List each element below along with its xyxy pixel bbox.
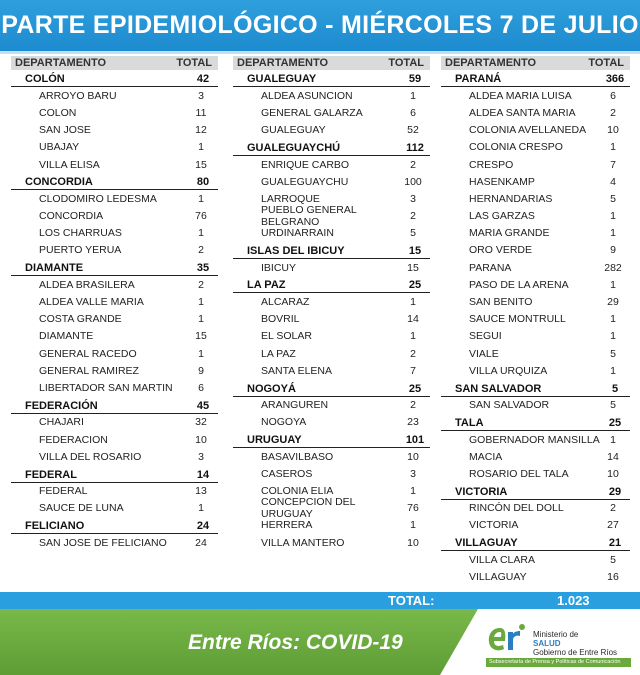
locality-value: 76 [195,210,207,223]
department-row [11,173,218,190]
locality-name: ROSARIO DEL TALA [469,467,569,480]
column-header-departamento: DEPARTAMENTO [237,57,329,69]
locality-row [11,345,218,362]
locality-value: 15 [195,330,207,343]
locality-value: 1 [610,227,616,240]
locality-row [11,87,218,104]
locality-row [11,500,218,517]
locality-row [11,156,218,173]
locality-row [233,534,430,551]
locality-name: SAN SALVADOR [469,399,550,412]
locality-name: VILLA ELISA [39,158,100,171]
locality-row [441,173,630,190]
department-name: FEDERACIÓN [25,399,98,412]
locality-value: 6 [198,381,204,394]
column-header-total: TOTAL [588,57,624,69]
locality-row [441,242,630,259]
department-name: VILLAGUAY [455,537,518,550]
locality-row [441,87,630,104]
locality-name: ENRIQUE CARBO [261,158,350,171]
locality-name: SAN JOSE [39,124,91,137]
department-row [11,259,218,276]
department-total: 42 [196,73,210,86]
department-name: DIAMANTE [25,262,84,275]
locality-value: 52 [407,124,419,137]
locality-name: ALDEA MARIA LUISA [469,89,572,102]
locality-value: 23 [407,416,419,429]
locality-name: HERRERA [261,519,313,532]
footer-tagline: Entre Ríos: COVID-19 [188,631,403,654]
locality-row [11,122,218,139]
department-row [11,70,218,87]
locality-value: 1 [410,485,416,498]
locality-name: SEGUI [469,330,502,343]
locality-name: UBAJAY [39,141,80,154]
locality-name: COSTA GRANDE [39,313,122,326]
department-total: 25 [608,416,622,429]
locality-row [11,379,218,396]
locality-name: ALDEA VALLE MARIA [39,296,144,309]
column-header-row [441,56,630,70]
locality-row [441,568,630,585]
locality-row [441,276,630,293]
locality-row [11,104,218,121]
locality-row [441,139,630,156]
department-row [233,431,430,448]
locality-value: 1 [610,141,616,154]
locality-row [441,190,630,207]
grand-total-value: 1.023 [557,593,590,608]
locality-name: LOS CHARRUAS [39,227,122,240]
locality-row [441,465,630,482]
locality-name: CASEROS [261,467,313,480]
locality-row [441,448,630,465]
locality-value: 1 [198,192,204,205]
locality-name: VILLAGUAY [469,571,527,584]
column-header-row [233,56,430,70]
locality-value: 1 [610,433,616,446]
grand-total-bar [0,592,640,609]
column-1 [11,56,218,551]
locality-row [233,104,430,121]
locality-name: MARIA GRANDE [469,227,550,240]
locality-name: CHAJARI [39,416,84,429]
locality-name: ARROYO BARU [39,89,117,102]
column-2 [233,56,430,551]
locality-name: CLODOMIRO LEDESMA [39,192,157,205]
department-name: COLÓN [25,73,65,86]
department-name: PARANÁ [455,73,502,86]
locality-row [11,208,218,225]
locality-value: 3 [198,450,204,463]
locality-value: 2 [610,502,616,515]
locality-name: LIBERTADOR SAN MARTIN [39,381,173,394]
locality-value: 11 [195,106,207,119]
locality-row [233,87,430,104]
department-row [233,139,430,156]
department-row [233,70,430,87]
column-3 [441,56,630,586]
locality-name: CONCORDIA [39,210,104,223]
locality-name: GENERAL RACEDO [39,347,137,360]
locality-name: ARANGUREN [261,399,329,412]
column-header-total: TOTAL [388,57,424,69]
locality-name: CRESPO [469,158,514,171]
department-name: SAN SALVADOR [455,382,542,395]
department-row [233,276,430,293]
locality-name: COLONIA ELIA [261,485,334,498]
locality-row [441,551,630,568]
locality-value: 27 [607,519,619,532]
locality-name: SAUCE MONTRULL [469,313,566,326]
department-name: ISLAS DEL IBICUY [247,245,345,258]
locality-value: 3 [198,89,204,102]
locality-value: 2 [410,158,416,171]
er-logo-icon [486,622,526,654]
locality-name: PARANA [469,261,512,274]
locality-row [233,293,430,310]
locality-name: HASENKAMP [469,175,535,188]
locality-value: 1 [610,313,616,326]
department-row [233,242,430,259]
locality-value: 14 [407,313,419,326]
locality-name: GENERAL RAMIREZ [39,364,139,377]
department-total: 59 [408,73,422,86]
locality-value: 14 [607,450,619,463]
locality-value: 1 [410,330,416,343]
locality-value: 100 [404,175,422,188]
locality-name: NOGOYA [261,416,307,429]
locality-value: 1 [198,313,204,326]
locality-value: 5 [610,399,616,412]
locality-name: SAN BENITO [469,296,533,309]
locality-name: GUALEGUAY [261,124,326,137]
locality-value: 2 [410,210,416,223]
locality-name: LAS GARZAS [469,210,535,223]
locality-row [233,465,430,482]
locality-value: 2 [410,347,416,360]
locality-value: 2 [198,278,204,291]
locality-row [441,259,630,276]
locality-name: COLONIA AVELLANEDA [469,124,587,137]
locality-value: 2 [610,106,616,119]
locality-name: EL SOLAR [261,330,312,343]
locality-value: 1 [198,227,204,240]
locality-value: 5 [610,553,616,566]
locality-value: 1 [610,364,616,377]
department-total: 25 [408,382,422,395]
locality-value: 1 [610,210,616,223]
locality-name: SANTA ELENA [261,364,332,377]
locality-row [233,362,430,379]
department-name: GUALEGUAY [247,73,317,86]
department-total: 24 [196,520,210,533]
locality-value: 1 [198,296,204,309]
locality-value: 10 [607,124,619,137]
department-row [11,465,218,482]
locality-name: PASO DE LA ARENA [469,278,569,291]
department-name: TALA [455,416,484,429]
locality-name: FEDERACION [39,433,108,446]
locality-name: COLON [39,106,77,119]
locality-row [11,448,218,465]
locality-name: COLONIA CRESPO [469,141,563,154]
locality-name: ALDEA BRASILERA [39,278,135,291]
locality-value: 29 [607,296,619,309]
locality-row [11,225,218,242]
locality-name: DIAMANTE [39,330,94,343]
locality-value: 7 [410,364,416,377]
locality-row [233,448,430,465]
locality-value: 10 [407,450,419,463]
department-name: VICTORIA [455,485,508,498]
locality-name: LA PAZ [261,347,296,360]
department-total: 29 [608,485,622,498]
locality-name: URDINARRAIN [261,227,334,240]
locality-name: HERNANDARIAS [469,192,553,205]
locality-value: 3 [410,467,416,480]
locality-name: SAN JOSE DE FELICIANO [39,536,167,549]
department-total: 80 [196,176,210,189]
locality-row [233,156,430,173]
locality-name: VILLA DEL ROSARIO [39,450,142,463]
locality-row [11,190,218,207]
locality-name: BASAVILBASO [261,450,334,463]
locality-value: 1 [410,296,416,309]
locality-value: 3 [410,192,416,205]
locality-value: 6 [610,89,616,102]
locality-row [233,259,430,276]
locality-name: GOBERNADOR MANSILLA [469,433,600,446]
department-row [441,414,630,431]
department-total: 366 [605,73,625,86]
locality-row [233,328,430,345]
ministry-line-3: Gobierno de Entre Ríos [533,648,618,657]
locality-row [11,242,218,259]
locality-value: 10 [607,467,619,480]
department-row [441,483,630,500]
locality-row [233,204,430,229]
locality-value: 24 [195,536,207,549]
locality-row [233,311,430,328]
locality-row [11,362,218,379]
locality-row [441,208,630,225]
locality-row [441,122,630,139]
department-total: 21 [608,537,622,550]
locality-row [441,293,630,310]
locality-row [441,500,630,517]
column-header-departamento: DEPARTAMENTO [445,57,537,69]
locality-row [11,534,218,551]
locality-value: 1 [610,330,616,343]
department-name: LA PAZ [247,279,286,292]
locality-name: SAUCE DE LUNA [39,502,124,515]
department-row [233,379,430,396]
locality-name: ALDEA SANTA MARIA [469,106,576,119]
department-total: 25 [408,279,422,292]
department-total: 35 [196,262,210,275]
department-total: 112 [406,141,424,154]
locality-row [441,431,630,448]
locality-value: 5 [410,227,416,240]
department-name: NOGOYÁ [247,382,296,395]
locality-name: VIALE [469,347,499,360]
locality-row [441,362,630,379]
header-strip [0,51,640,54]
locality-name: VILLA CLARA [469,553,535,566]
department-total: 15 [408,245,422,258]
locality-name: GUALEGUAYCHU [261,175,349,188]
locality-name: RINCÓN DEL DOLL [469,502,564,515]
locality-value: 9 [198,364,204,377]
locality-value: 6 [410,106,416,119]
locality-value: 15 [407,261,419,274]
locality-value: 12 [195,124,207,137]
locality-value: 1 [410,519,416,532]
ministry-line-2: SALUD [533,639,561,648]
locality-name: VICTORIA [469,519,519,532]
column-header-row [11,56,218,70]
locality-value: 7 [610,158,616,171]
locality-row [11,414,218,431]
locality-value: 10 [407,536,419,549]
locality-row [11,293,218,310]
department-name: FEDERAL [25,468,77,481]
locality-row [233,173,430,190]
locality-name: PUERTO YERUA [39,244,122,257]
department-total: 14 [196,468,210,481]
locality-value: 1 [198,347,204,360]
locality-value: 32 [195,416,207,429]
locality-value: 15 [195,158,207,171]
column-header-total: TOTAL [176,57,212,69]
locality-row [11,139,218,156]
locality-name: MACIA [469,450,503,463]
locality-value: 9 [610,244,616,257]
locality-row [11,431,218,448]
locality-row [441,328,630,345]
locality-name: PUEBLO GENERAL BELGRANO [261,204,357,229]
locality-row [11,311,218,328]
locality-value: 16 [607,571,619,584]
locality-value: 76 [407,502,419,515]
department-total: 5 [611,382,619,395]
locality-name: VILLA URQUIZA [469,364,548,377]
department-row [441,70,630,87]
locality-name: ALDEA ASUNCION [261,89,353,102]
locality-value: 1 [198,141,204,154]
department-name: GUALEGUAYCHÚ [247,141,341,154]
department-row [11,397,218,414]
department-total: 101 [405,434,425,447]
grand-total-label: TOTAL: [388,593,435,608]
locality-row [233,414,430,431]
locality-row [233,397,430,414]
locality-value: 2 [198,244,204,257]
locality-row [11,276,218,293]
locality-row [233,345,430,362]
department-name: CONCORDIA [25,176,93,189]
locality-name: VILLA MANTERO [261,536,345,549]
locality-value: 1 [610,278,616,291]
locality-value: 4 [610,175,616,188]
locality-value: 1 [410,89,416,102]
locality-value: 282 [604,261,622,274]
locality-name: IBICUY [261,261,297,274]
report-title-bar [0,0,640,51]
locality-row [441,311,630,328]
locality-row [441,397,630,414]
locality-value: 1 [198,502,204,515]
locality-name: CONCEPCION DEL URUGUAY [261,496,356,521]
locality-row [441,225,630,242]
locality-row [11,328,218,345]
department-total: 45 [196,399,210,412]
department-name: URUGUAY [247,434,302,447]
locality-row [233,122,430,139]
locality-row [11,483,218,500]
column-header-departamento: DEPARTAMENTO [15,57,107,69]
department-name: FELICIANO [25,520,85,533]
locality-value: 10 [195,433,207,446]
locality-value: 5 [610,347,616,360]
locality-value: 5 [610,192,616,205]
locality-name: BOVRIL [261,313,300,326]
locality-row [441,156,630,173]
locality-row [233,496,430,521]
locality-value: 13 [195,485,207,498]
department-row [441,534,630,551]
locality-name: GENERAL GALARZA [261,106,363,119]
subsecretaria-bar: Subsecretaría de Prensa y Políticas de Comunicación [486,658,631,667]
locality-row [441,517,630,534]
department-row [11,517,218,534]
ministry-line-1: Ministerio de [533,630,579,639]
locality-name: ORO VERDE [469,244,533,257]
locality-name: LARROQUE [261,192,320,205]
locality-row [441,104,630,121]
ministry-name [533,630,617,657]
locality-name: FEDERAL [39,485,88,498]
department-row [441,379,630,396]
locality-name: ALCARAZ [261,296,310,309]
locality-row [441,345,630,362]
report-title: PARTE EPIDEMIOLÓGICO - MIÉRCOLES 7 DE JULIO [1,11,639,39]
locality-value: 2 [410,399,416,412]
